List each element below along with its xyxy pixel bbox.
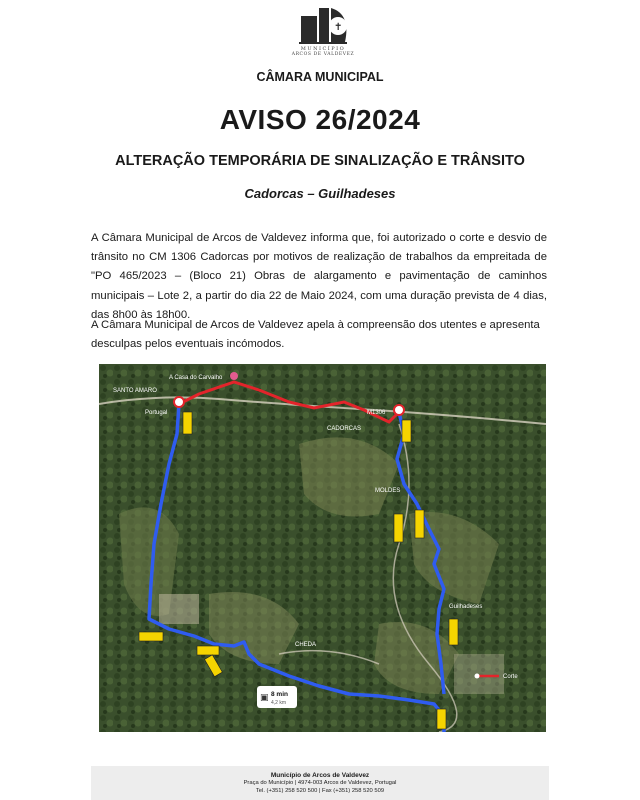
- end-marker: [394, 405, 404, 415]
- label-corte: Corte: [503, 674, 518, 680]
- detour-sign: [139, 632, 163, 641]
- svg-text:✝: ✝: [334, 22, 343, 33]
- footer-address: Praça do Município | 4974-003 Arcos de Valdevez, Portugal: [243, 780, 397, 786]
- poi-marker: [230, 372, 238, 380]
- logo-line-2: ARCOS DE VALDEVEZ: [291, 52, 355, 57]
- label-portugal: Portugal: [145, 410, 168, 416]
- label-casa-carvalho: A Casa do Carvalho: [169, 375, 223, 381]
- label-moldes: MOLDES: [375, 488, 401, 494]
- organization-name: CÂMARA MUNICIPAL: [256, 70, 384, 84]
- notice-location: Cadorcas – Guilhadeses: [244, 186, 396, 201]
- route-time: 8 min: [271, 691, 288, 698]
- label-cadorcas: CADORCAS: [327, 426, 362, 432]
- label-guilhadeses: Guilhadeses: [449, 604, 483, 610]
- start-marker: [174, 397, 184, 407]
- route-distance: 4,2 km: [271, 700, 287, 706]
- detour-sign: [394, 514, 403, 542]
- detour-sign: [183, 412, 192, 434]
- detour-sign: [415, 510, 424, 538]
- footer: [91, 766, 549, 800]
- logo-line-1: MUNICÍPIO: [300, 46, 346, 52]
- detour-sign: [449, 619, 458, 645]
- detour-sign: [197, 646, 219, 655]
- footer-name: Município de Arcos de Valdevez: [270, 772, 370, 779]
- car-icon: ▣: [260, 692, 269, 702]
- notice-paragraph-1: A Câmara Municipal de Arcos de Valdevez informa que, foi autorizado o corte e desvio de trânsito no CM 1306 Cadorcas por motivos de realização de trabalhos da empreitada de "PO 465/2023 – (Bloco 21) Obras de alargamento e pavimentação de caminhos municipais – Lote 2, a partir do dia 22 de Maio 2024, com uma duração prevista de 4 dias, das 8h00 às 18h00.: [91, 232, 547, 321]
- detour-sign: [402, 420, 411, 442]
- notice-paragraph-2: A Câmara Municipal de Arcos de Valdevez apela à compreensão dos utentes e apresenta desculpas pelos eventuais incómodos.: [91, 319, 540, 351]
- notice-subtitle: ALTERAÇÃO TEMPORÁRIA DE SINALIZAÇÃO E TRÂNSITO: [115, 153, 525, 169]
- cut-marker: [475, 674, 480, 679]
- label-santo-amaro: SANTO AMARO: [113, 388, 157, 394]
- detour-sign: [437, 709, 446, 729]
- route-info-box: [257, 686, 297, 708]
- notice-title: AVISO 26/2024: [219, 104, 421, 135]
- footer-contacts: Tel. (+351) 258 520 500 | Fax (+351) 258 520 509: [255, 788, 385, 794]
- label-m1306: M1306: [367, 410, 386, 416]
- label-cheda: CHEDA: [295, 642, 317, 648]
- detour-map: [99, 364, 546, 732]
